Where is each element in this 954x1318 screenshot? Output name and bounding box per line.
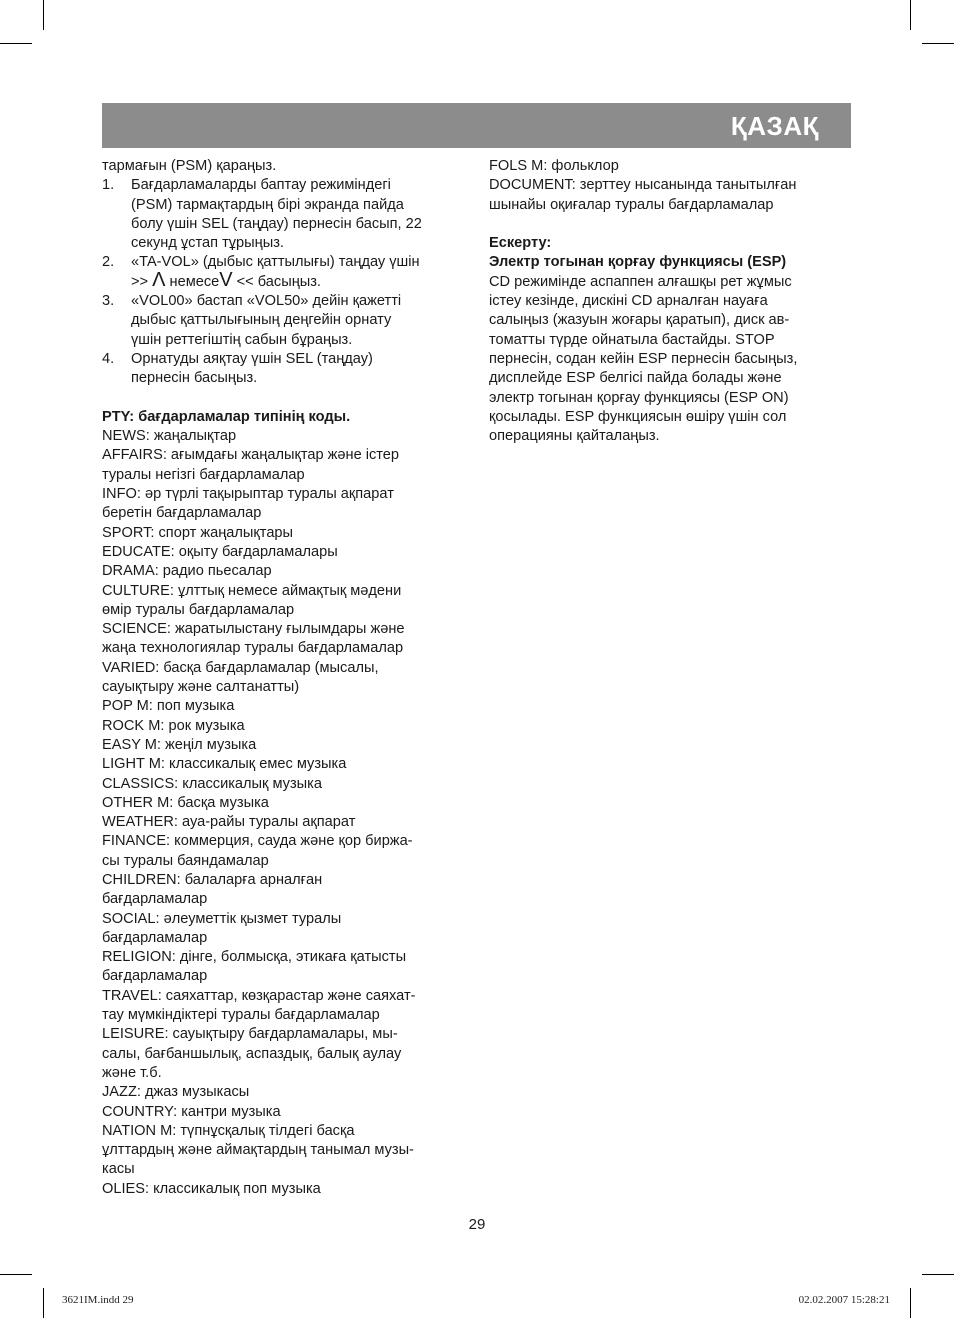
body-line: тау мүмкіндіктері туралы бағдарламалар (102, 1007, 380, 1024)
body-line: OTHER M: басқа музыка (102, 794, 269, 811)
step-number: 3. (102, 293, 115, 310)
step-text-fragment: немесе (165, 273, 220, 290)
body-line: LIGHT M: классикалық емес музыка (102, 756, 347, 773)
pty-list (102, 427, 464, 1199)
crop-mark (922, 1274, 954, 1275)
body-line: COUNTRY: кантри музыка (102, 1103, 281, 1120)
crop-mark (0, 43, 32, 44)
spacer (102, 389, 464, 408)
step-text: пернесін басыңыз. (131, 370, 258, 387)
body-line: сы туралы баяндамалар (102, 852, 269, 869)
crop-mark (43, 0, 44, 30)
body-line: SCIENCE: жаратылыстану ғылымдары және (102, 621, 405, 638)
step-text: «TA-VOL» (дыбыс қаттылығы) таңдау үшін (131, 254, 420, 271)
body-line: CLASSICS: классикалық музыка (102, 775, 322, 792)
step-text (131, 268, 464, 292)
step-text: секунд ұстап тұрыңыз. (131, 235, 284, 252)
body-line: LEISURE: сауықтыру бағдарламалары, мы- (102, 1026, 398, 1043)
body-line: туралы негізгі бағдарламалар (102, 466, 305, 483)
list-item (102, 176, 464, 253)
list-item (102, 350, 464, 389)
footer-timestamp: 02.02.2007 15:28:21 (798, 1294, 890, 1306)
body-line: қосылады. ESP функциясын өшіру үшін сол (489, 408, 787, 425)
body-line: жаңа технологиялар туралы бағдарламалар (102, 640, 404, 657)
body-line: FINANCE: коммерция, сауда және қор биржа- (102, 833, 413, 850)
body-line: WEATHER: ауа-райы туралы ақпарат (102, 814, 356, 831)
body-line: SPORT: спорт жаңалықтары (102, 524, 294, 541)
body-line: JAZZ: джаз музыкасы (102, 1084, 250, 1101)
esp-text (489, 273, 851, 447)
body-line: SOCIAL: әлеуметтік қызмет туралы (102, 910, 342, 927)
step-text: болу үшін SEL (таңдау) пернесін басып, 22 (131, 215, 422, 232)
body-line: NEWS: жаңалықтар (102, 428, 237, 445)
crop-mark (43, 1288, 44, 1318)
body-line: томатты түрде ойнатыла бастайды. STOP (489, 331, 775, 348)
body-line: бағдарламалар (102, 891, 208, 908)
crop-mark (922, 43, 954, 44)
body-line: салыңыз (жазуын жоғары қаратып), диск ав- (489, 312, 790, 329)
intro-text: тармағын (PSM) қараңыз. (102, 158, 277, 174)
step-text-fragment: << басыңыз. (232, 273, 321, 290)
body-line: дисплейде ESP белгісі пайда болады және (489, 370, 782, 387)
arrow-up-icon: Λ (152, 268, 166, 291)
pty-heading: PTY: бағдарламалар типінің коды. (102, 408, 351, 425)
step-number: 1. (102, 177, 115, 194)
step-number: 2. (102, 254, 115, 271)
body-line: операцияны қайталаңыз. (489, 428, 660, 445)
body-line: TRAVEL: саяхаттар, көзқарастар және саяхат- (102, 987, 416, 1004)
arrow-down-icon: V (219, 268, 233, 291)
step-text: «VOL00» бастап «VOL50» дейін қажетті (131, 293, 402, 310)
step-number: 4. (102, 350, 115, 367)
list-item (102, 292, 464, 350)
body-line: өмір туралы бағдарламалар (102, 601, 295, 618)
header-bar (102, 103, 851, 148)
step-text: (PSM) тармақтардың бірі экранда пайда (131, 196, 404, 213)
footer-file-info: 3621IM.indd 29 (62, 1294, 134, 1306)
body-line: ROCK M: рок музыка (102, 717, 245, 734)
body-line: EASY M: жеңіл музыка (102, 736, 257, 753)
esp-heading: Электр тогынан қорғау функциясы (ESP) (489, 254, 787, 271)
body-line: EDUCATE: оқыту бағдарламалары (102, 543, 338, 560)
section-title: ҚАЗАҚ (730, 111, 819, 141)
right-column (489, 157, 851, 446)
body-line: істеу кезінде, дискіні CD арналған науаға (489, 293, 768, 310)
body-line: касы (102, 1161, 135, 1178)
crop-mark (910, 0, 911, 30)
crop-mark (910, 1288, 911, 1318)
body-line: сауықтыру және салтанатты) (102, 679, 300, 696)
step-text-fragment: >> (131, 273, 153, 290)
body-line: шынайы оқиғалар туралы бағдарламалар (489, 196, 774, 213)
body-line: беретін бағдарламалар (102, 505, 262, 522)
body-line: және т.б. (102, 1064, 162, 1081)
body-line: RELIGION: дінге, болмысқа, этикаға қатысты (102, 949, 407, 966)
body-line: DRAMA: радио пьесалар (102, 563, 272, 580)
body-line: ұлттардың және аймақтардың танымал музы- (102, 1142, 414, 1159)
body-line: INFO: әр түрлі тақырыптар туралы ақпарат (102, 486, 394, 503)
body-line: POP M: поп музыка (102, 698, 235, 715)
step-text: үшін реттегіштің сабын бұраңыз. (131, 331, 353, 348)
note-heading: Ескерту: (489, 235, 552, 252)
crop-mark (0, 1274, 32, 1275)
body-line: бағдарламалар (102, 968, 208, 985)
body-line: NATION M: түпнұсқалық тілдегі басқа (102, 1122, 355, 1139)
body-line: бағдарламалар (102, 929, 208, 946)
step-text: дыбыс қаттылығының деңгейін орнату (131, 312, 392, 329)
page-number: 29 (468, 1216, 486, 1233)
body-line: электр тогынан қорғау функциясы (ESP ON) (489, 389, 789, 406)
body-line: VARIED: басқа бағдарламалар (мысалы, (102, 659, 379, 676)
spacer (489, 215, 851, 234)
body-line: DOCUMENT: зерттеу нысанында танытылған (489, 177, 797, 194)
step-text: Орнатуды аяқтау үшін SEL (таңдау) (131, 350, 373, 367)
left-column (102, 157, 464, 1199)
body-line: OLIES: классикалық поп музыка (102, 1180, 321, 1197)
body-line: FOLS M: фольклор (489, 158, 619, 174)
body-line: пернесін, содан кейін ESP пернесін басыңыз, (489, 350, 798, 367)
body-line: CHILDREN: балаларға арналған (102, 871, 323, 888)
step-text: Бағдарламаларды баптау режиміндегі (131, 177, 391, 194)
body-line: салы, бағбаншылық, аспаздық, балық аулау (102, 1045, 402, 1062)
body-line: CULTURE: ұлттық немесе аймақтық мәдени (102, 582, 402, 599)
body-line: CD режимінде аспаппен алғашқы рет жұмыс (489, 273, 792, 290)
body-line: AFFAIRS: ағымдағы жаңалықтар және істер (102, 447, 400, 464)
list-item (102, 253, 464, 292)
